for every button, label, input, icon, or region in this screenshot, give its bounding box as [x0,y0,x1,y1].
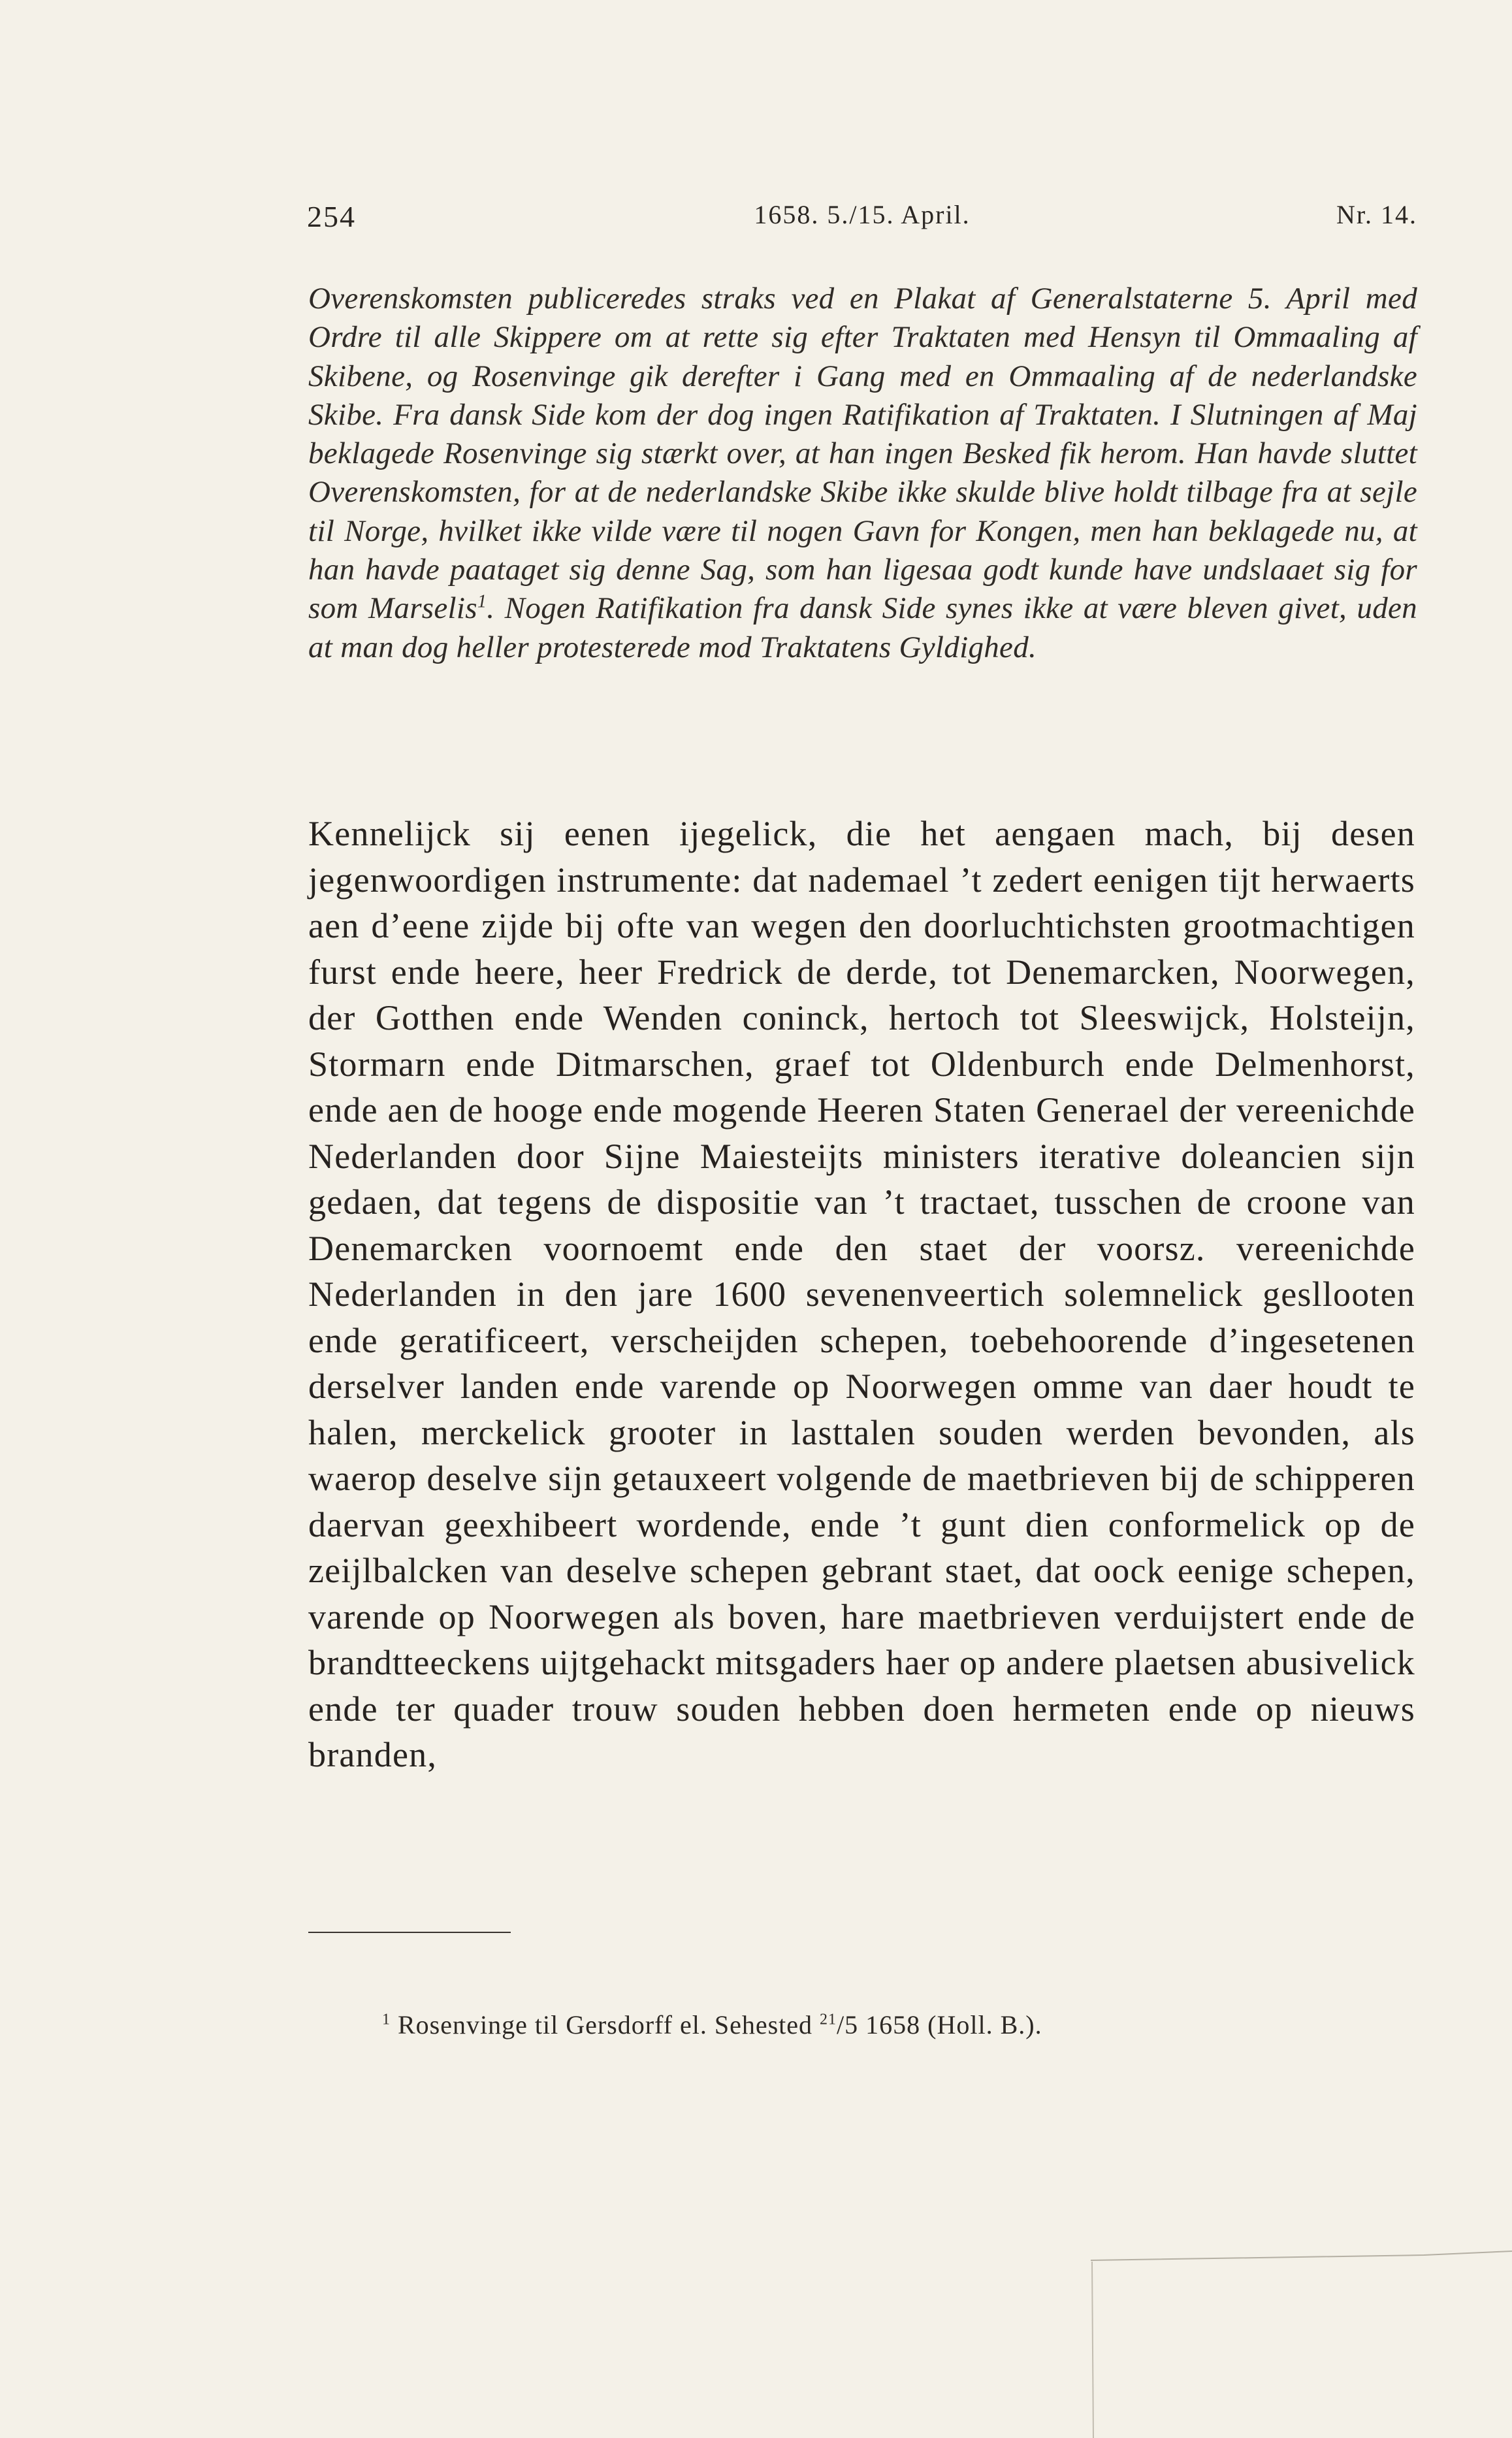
footnote-reference: 1 [477,591,487,612]
editorial-introduction [308,280,1417,667]
footnote-marker: 1 [382,2011,391,2028]
intro-paragraph [308,280,1417,667]
intro-text-continued: . Nogen Ratifikation fra dansk Side synes ikke at være bleven givet, uden at man dog heller protesterede mod Traktatens Gyldighed. [308,591,1417,664]
footnote-text: Rosenvinge til Gersdorff el. Sehested [398,2010,820,2040]
treaty-paragraph: Kennelijck sij eenen ijegelick, die het aengaen mach, bij desen jegenwoordigen instrumente: dat nademael ’t zedert eenigen tijt herwaerts aen d’eene zijde bij ofte van wegen den doorluchtichsten grootmachtigen furst ende heere, heer Fredrick de derde, tot Denemarcken, Noorwegen, der Gotthen ende Wenden coninck, hertoch tot Sleeswijck, Holsteijn, Stormarn ende Ditmarschen, graef tot Oldenburch ende Delmenhorst, ende aen de hooge ende mogende Heeren Staten Generael der vereenichde Nederlanden door Sijne Maiesteijts ministers iterative doleancien sijn gedaen, dat tegens de dispositie van ’t tractaet, tusschen de croone van Denemarcken voornoemt ende den staet der voorsz. vereenichde Nederlanden in den jare 1600 sevenenveertich solemnelick gesllooten ende geratificeert, verscheijden schepen, toebehoorende d’ingesetenen derselver landen ende varende op Noorwegen omme van daer houdt te halen, merckelick grooter in lasttalen souden werden bevonden, als waerop deselve sijn getauxeert volgende de maetbrieven bij de schipperen daervan geexhibeert wordende, ende ’t gunt dien conformelick op de zeijlbalcken van deselve schepen gebrant staet, dat oock eenige schepen, varende op Noorwegen als boven, hare maetbrieven verduijstert ende de brandtteeckens uijtgehackt mitsgaders haer op andere plaetsen abusivelick ende ter quader trouw souden hebben doen hermeten ende op nieuws branden, [308,814,1415,1774]
page-number: 254 [307,200,356,233]
footnote-date-superscript: 21 [820,2011,837,2028]
running-head [307,199,1417,238]
header-date: 1658. 5./15. April. [754,200,971,229]
intro-text: Overenskomsten publiceredes straks ved en Plakat af Generalstaterne 5. April med Ordre til alle Skippere om at rette sig efter Traktaten med Hensyn til Ommaaling af Skibene, og Rosenvinge gik derefter i Gang med en Ommaaling af de nederlandske Skibe. Fra dansk Side kom der dog ingen Ratifikation af Traktaten. I Slutningen af Maj beklagede Rosenvinge sig stærkt over, at han ingen Besked fik herom. Han havde sluttet Overenskomsten, for at de nederlandske Skibe ikke skulde blive holdt tilbage fra at sejle til Norge, hvilket ikke vilde være til nogen Gavn for Kongen, men han beklagede nu, at han havde paataget sig denne Sag, som han ligesaa godt kunde have undslaaet sig for som Marselis [308,282,1417,626]
footnote-date-rest: /5 1658 (Holl. B.). [837,2010,1042,2040]
treaty-text [308,811,1415,1778]
page-corner-fold-mark [1091,2247,1512,2438]
footnote-divider [308,1932,511,1933]
footnote [382,2009,1414,2040]
document-number: Nr. 14. [1336,200,1417,229]
